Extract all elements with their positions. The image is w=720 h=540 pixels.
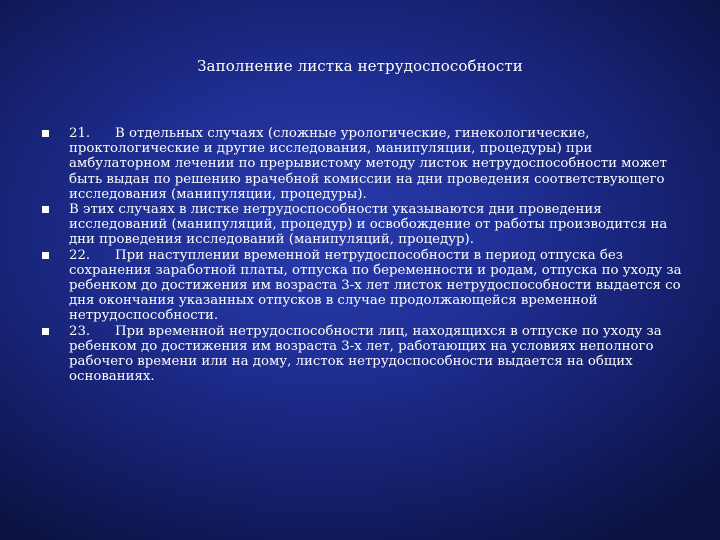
item-text: В этих случаях в листке нетрудоспособности указываются дни проведения исследований (манипуляций, процедур) и освобождение от работы производится на дни проведения исследований (манипуляций, процедур). xyxy=(69,202,668,248)
list-item-22 xyxy=(42,248,682,324)
item-text: При временной нетрудоспособности лиц, находящихся в отпуске по уходу за ребенком до достижения им возраста 3-х лет, работающих на условиях неполного рабочего времени или на дому, листок нетрудоспособности выдается на общих основаниях. xyxy=(69,323,662,385)
item-number: 23. xyxy=(69,323,91,339)
square-bullet-icon xyxy=(42,206,49,213)
list-item-21 xyxy=(42,126,682,202)
square-bullet-icon xyxy=(42,328,49,335)
list-item-23 xyxy=(42,324,682,385)
item-number: 22. xyxy=(69,247,91,263)
bullet-list xyxy=(42,126,682,384)
square-bullet-icon xyxy=(42,252,49,259)
item-number: 21. xyxy=(69,126,91,141)
item-text: В отдельных случаях (сложные урологические, гинекологические, проктологические и другие исследования, манипуляции, процедуры) при амбулаторном лечении по прерывистому методу листок нетрудоспособности может быть выдан по решению врачебной комиссии на дни проведения соответствующего исследования (манипуляции, процедуры). xyxy=(69,126,667,202)
square-bullet-icon xyxy=(42,130,49,137)
slide-title: Заполнение листка нетрудоспособности xyxy=(197,57,523,75)
list-item-21-continued xyxy=(42,202,682,248)
item-text: При наступлении временной нетрудоспособности в период отпуска без сохранения заработной платы, отпуска по беременности и родам, отпуска по уходу за ребенком до достижения им возраста 3-х лет листок нетрудоспособности выдается со дня окончания указанных отпусков в случае продолжающейся временной нетрудоспособности. xyxy=(69,247,682,324)
